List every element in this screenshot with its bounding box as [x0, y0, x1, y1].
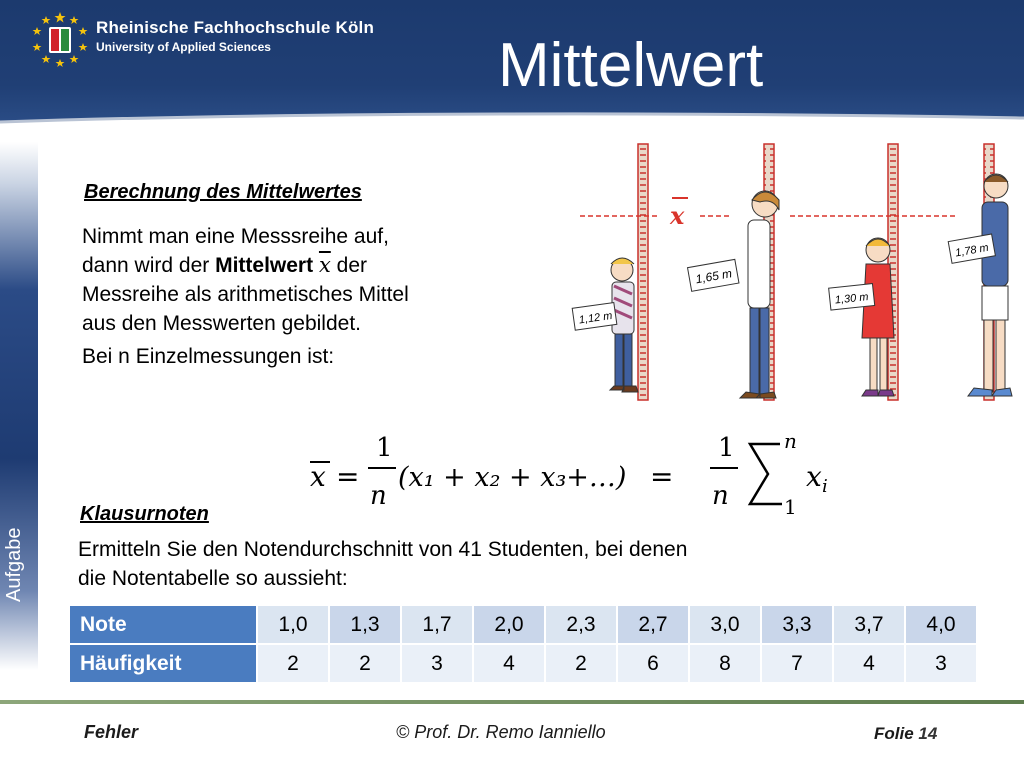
- note-cell: 1,7: [402, 606, 472, 643]
- slide-label: Folie: [874, 724, 914, 743]
- school-subtitle: University of Applied Sciences: [96, 40, 271, 54]
- xbar-symbol: $\overline{x}$: [318, 253, 331, 277]
- mean-formula: [298, 428, 858, 520]
- slide-title: Mittelwert: [498, 31, 764, 100]
- exam-line-1: Ermitteln Sie den Notendurchschnitt von 41 Studenten, bei denen: [78, 538, 688, 561]
- section-heading-mean: Berechnung des Mittelwertes: [84, 181, 362, 203]
- note-cell: 3,0: [690, 606, 760, 643]
- footer-topic: Fehler: [84, 722, 139, 742]
- row-header-frequency: Häufigkeit: [70, 645, 256, 682]
- note-cell: 1,3: [330, 606, 400, 643]
- formula-equals-1: =: [336, 460, 360, 493]
- description-line-3: Messreihe als arithmetisches Mittel: [82, 283, 409, 306]
- table-row-notes: [70, 606, 976, 643]
- mean-label: x: [670, 201, 685, 230]
- height-label-2: 1,65 m: [694, 266, 734, 287]
- note-cell: 2,0: [474, 606, 544, 643]
- height-label-1: 1,12 m: [578, 309, 614, 327]
- section-heading-exam: Klausurnoten: [80, 503, 209, 525]
- height-sign-2: [688, 259, 739, 291]
- sidebar-label: Aufgabe: [3, 527, 25, 602]
- exam-line-2: die Notentabelle so aussieht:: [78, 567, 348, 590]
- formula-sum-lower: 1: [784, 495, 797, 519]
- frequency-cell: 2: [258, 645, 328, 682]
- height-measurement-illustration: [560, 140, 1020, 410]
- height-sign-3: [829, 284, 875, 310]
- person-4: [968, 174, 1012, 396]
- mean-description: [82, 222, 502, 338]
- note-cell: 3,3: [762, 606, 832, 643]
- note-cell: 1,0: [258, 606, 328, 643]
- frequency-cell: 7: [762, 645, 832, 682]
- header-bar: [0, 0, 1024, 122]
- grades-table: [68, 604, 978, 684]
- formula-sum-term: x: [806, 460, 822, 493]
- header-swoosh: [0, 112, 1024, 142]
- frequency-cell: 3: [402, 645, 472, 682]
- exam-description: [78, 535, 838, 593]
- row-header-note: Note: [70, 606, 256, 643]
- n-measurements-text: Bei n Einzelmessungen ist:: [82, 345, 335, 368]
- ruler-1: [638, 144, 648, 400]
- note-cell: 3,7: [834, 606, 904, 643]
- formula-sum-index: i: [822, 476, 828, 497]
- formula-denominator-2: n: [712, 481, 729, 511]
- frequency-cell: 8: [690, 645, 760, 682]
- school-logo-icon: [30, 10, 90, 70]
- note-cell: 2,7: [618, 606, 688, 643]
- formula-equals-2: =: [650, 460, 674, 493]
- frequency-cell: 2: [546, 645, 616, 682]
- height-sign-1: [572, 303, 617, 331]
- footer-divider: [0, 700, 1024, 704]
- frequency-cell: 6: [618, 645, 688, 682]
- slide-number: 14: [918, 724, 938, 743]
- formula-lhs: x: [310, 460, 326, 493]
- frequency-cell: 4: [474, 645, 544, 682]
- description-keyword: Mittelwert: [215, 254, 314, 277]
- sigma-icon: [750, 444, 782, 504]
- formula-denominator-1: n: [370, 481, 387, 511]
- sidebar: [0, 142, 38, 670]
- frequency-cell: 4: [834, 645, 904, 682]
- frequency-cell: 3: [906, 645, 976, 682]
- description-line-2b: der: [336, 254, 367, 277]
- note-cell: 2,3: [546, 606, 616, 643]
- footer-author: © Prof. Dr. Remo Ianniello: [396, 722, 606, 742]
- formula-sum-terms: (x₁ + x₂ + x₃+…): [398, 462, 627, 493]
- frequency-cell: 2: [330, 645, 400, 682]
- formula-numerator-1: 1: [376, 433, 393, 463]
- description-line-2a: dann wird der: [82, 254, 210, 277]
- table-row-frequency: [70, 645, 976, 682]
- description-line-1: Nimmt man eine Messsreihe auf,: [82, 225, 389, 248]
- height-label-4: 1,78 m: [954, 241, 990, 260]
- school-name: Rheinische Fachhochschule Köln: [96, 18, 375, 37]
- formula-sum-upper: n: [784, 429, 797, 453]
- height-label-3: 1,30 m: [834, 291, 870, 307]
- description-line-4: aus den Messwerten gebildet.: [82, 312, 361, 335]
- formula-numerator-2: 1: [718, 433, 735, 463]
- note-cell: 4,0: [906, 606, 976, 643]
- footer-slide-number: [874, 724, 937, 744]
